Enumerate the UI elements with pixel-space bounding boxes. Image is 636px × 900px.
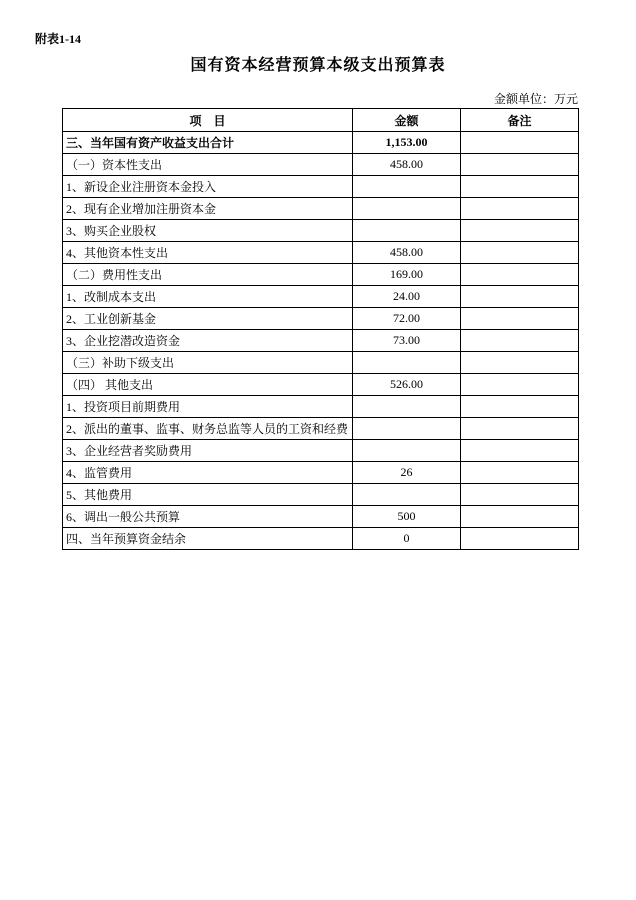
amount-cell — [353, 440, 461, 462]
remark-cell — [461, 154, 579, 176]
amount-cell — [353, 396, 461, 418]
annex-label: 附表1-14 — [35, 32, 81, 46]
table-row — [63, 330, 579, 352]
header-remark: 备注 — [461, 109, 579, 132]
item-cell: 4、其他资本性支出 — [63, 242, 353, 264]
table-row — [63, 374, 579, 396]
amount-cell: 458.00 — [353, 154, 461, 176]
remark-cell — [461, 132, 579, 154]
remark-cell — [461, 374, 579, 396]
remark-cell — [461, 198, 579, 220]
budget-table — [62, 108, 579, 550]
header-item: 项 目 — [63, 109, 353, 132]
amount-cell: 26 — [353, 462, 461, 484]
item-cell: 6、调出一般公共预算 — [63, 506, 353, 528]
item-cell: 1、新设企业注册资本金投入 — [63, 176, 353, 198]
item-cell: 3、购买企业股权 — [63, 220, 353, 242]
item-cell: （一）资本性支出 — [63, 154, 353, 176]
table-row — [63, 528, 579, 550]
header-row — [63, 109, 579, 132]
remark-cell — [461, 528, 579, 550]
remark-cell — [461, 264, 579, 286]
item-cell: 四、当年预算资金结余 — [63, 528, 353, 550]
remark-cell — [461, 418, 579, 440]
remark-cell — [461, 176, 579, 198]
table-row — [63, 242, 579, 264]
item-cell: 1、投资项目前期费用 — [63, 396, 353, 418]
page-title: 国有资本经营预算本级支出预算表 — [190, 57, 446, 74]
budget-table-body — [63, 132, 579, 550]
table-row — [63, 484, 579, 506]
table-row — [63, 132, 579, 154]
budget-table-header — [63, 109, 579, 132]
header-amount: 金额 — [353, 109, 461, 132]
table-row — [63, 286, 579, 308]
remark-cell — [461, 352, 579, 374]
remark-cell — [461, 330, 579, 352]
item-cell: （三）补助下级支出 — [63, 352, 353, 374]
table-row — [63, 176, 579, 198]
amount-cell — [353, 198, 461, 220]
item-cell: 1、改制成本支出 — [63, 286, 353, 308]
remark-cell — [461, 440, 579, 462]
table-row — [63, 440, 579, 462]
item-cell: 三、当年国有资产收益支出合计 — [63, 132, 353, 154]
table-row — [63, 396, 579, 418]
remark-cell — [461, 220, 579, 242]
table-row — [63, 198, 579, 220]
table-row — [63, 308, 579, 330]
item-cell: 2、现有企业增加注册资本金 — [63, 198, 353, 220]
remark-cell — [461, 462, 579, 484]
table-row — [63, 154, 579, 176]
table-row — [63, 352, 579, 374]
table-row — [63, 506, 579, 528]
remark-cell — [461, 286, 579, 308]
table-row — [63, 220, 579, 242]
amount-cell — [353, 418, 461, 440]
item-cell: 5、其他费用 — [63, 484, 353, 506]
amount-cell: 500 — [353, 506, 461, 528]
amount-cell: 0 — [353, 528, 461, 550]
table-row — [63, 264, 579, 286]
item-cell: （四） 其他支出 — [63, 374, 353, 396]
amount-cell — [353, 352, 461, 374]
amount-cell: 73.00 — [353, 330, 461, 352]
amount-cell: 24.00 — [353, 286, 461, 308]
amount-cell — [353, 220, 461, 242]
amount-cell: 526.00 — [353, 374, 461, 396]
remark-cell — [461, 484, 579, 506]
amount-cell — [353, 484, 461, 506]
remark-cell — [461, 506, 579, 528]
item-cell: 2、派出的董事、监事、财务总监等人员的工资和经费 — [63, 418, 353, 440]
remark-cell — [461, 308, 579, 330]
remark-cell — [461, 242, 579, 264]
amount-unit-note: 金额单位：万元 — [493, 92, 578, 106]
amount-cell: 1,153.00 — [353, 132, 461, 154]
item-cell: 3、企业挖潜改造资金 — [63, 330, 353, 352]
table-row — [63, 418, 579, 440]
item-cell: （二）费用性支出 — [63, 264, 353, 286]
item-cell: 4、监管费用 — [63, 462, 353, 484]
item-cell: 2、工业创新基金 — [63, 308, 353, 330]
amount-cell: 458.00 — [353, 242, 461, 264]
amount-cell: 72.00 — [353, 308, 461, 330]
item-cell: 3、企业经营者奖励费用 — [63, 440, 353, 462]
amount-cell: 169.00 — [353, 264, 461, 286]
amount-cell — [353, 176, 461, 198]
remark-cell — [461, 396, 579, 418]
table-row — [63, 462, 579, 484]
